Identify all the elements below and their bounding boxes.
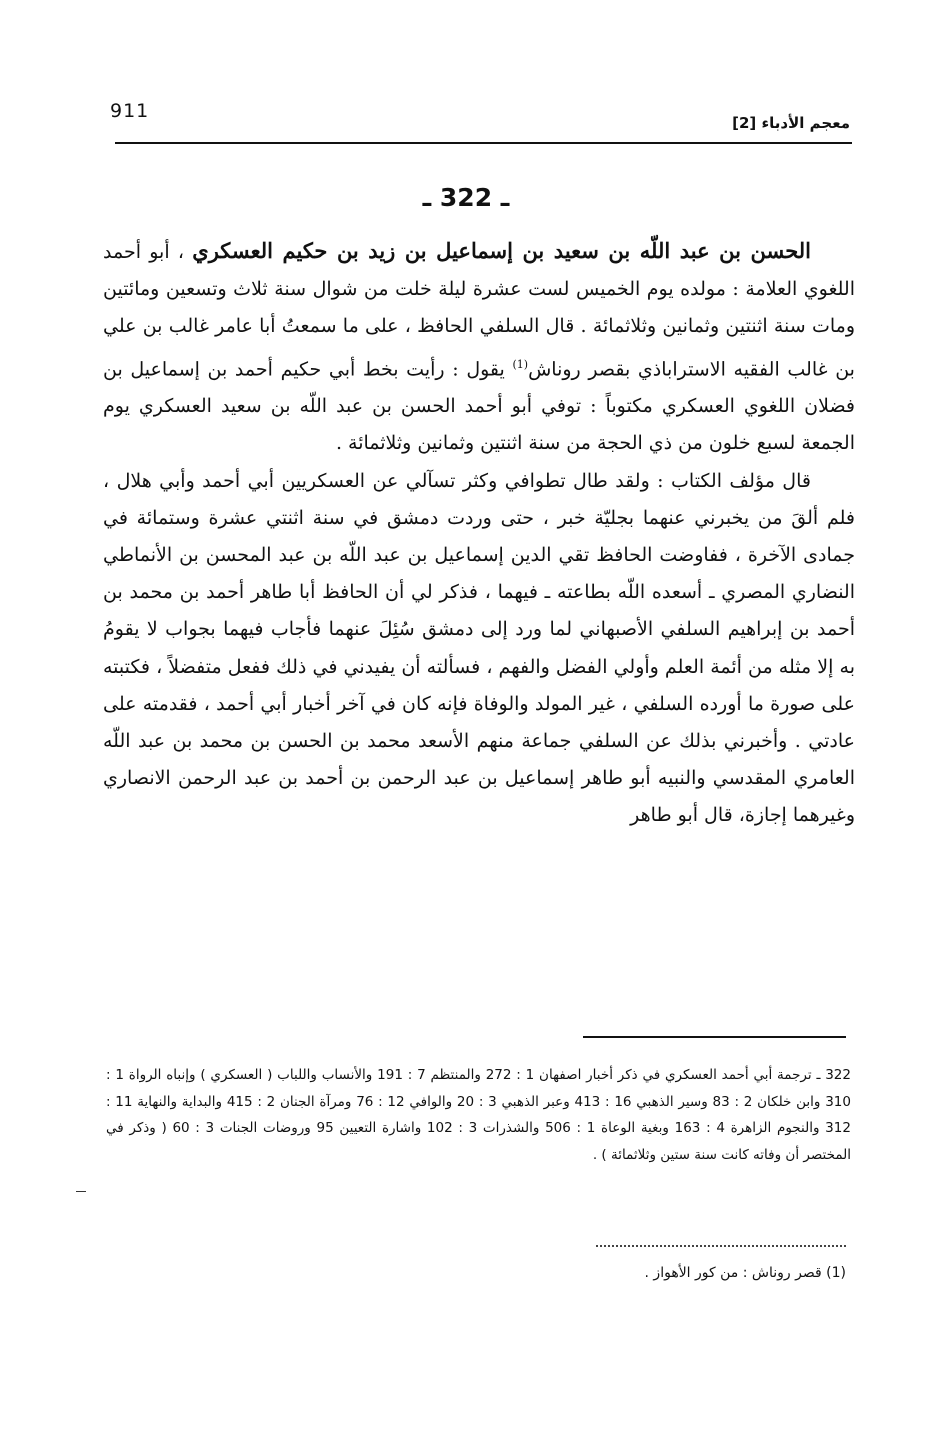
paragraph-1-end: يقول : رأيت بخط أبي حكيم أحمد بن إسماعيل بن فضلان اللغوي العسكري مكتوباً : توفي أبو أحمد الحسن بن عبد اللّه بن سعيد العسكري يوم الجمعة لسبع خلون من ذي الحجة من سنة اثنتين وثمانين وثلاثمائة . — [103, 357, 855, 455]
running-title: معجم الأدباء [2] — [732, 114, 850, 132]
footnote-rule — [583, 1036, 846, 1038]
dotted-separator — [596, 1245, 846, 1247]
page-number: 911 — [110, 100, 150, 122]
margin-mark — [76, 1191, 86, 1192]
header-rule — [115, 142, 852, 144]
page-header — [110, 100, 850, 144]
footnote-marker: (1) — [512, 357, 529, 371]
footnote-sources: 322 ـ ترجمة أبي أحمد العسكري في ذكر أخبار اصفهان 1 : 272 والمنتظم 7 : 191 والأنساب واللباب ( العسكري ) وإنباه الرواة 1 : 310 وابن خلكان 2 : 83 وسير الذهبي 16 : 413 وعبر الذهبي 3 : 20 والوافي 12 : 76 ومرآة الجنان 2 : 415 والبداية والنهاية 11 : 312 والنجوم الزاهرة 4 : 163 وبغية الوعاة 1 : 506 والشذرات 3 : 102 واشارة التعيين 95 وروضات الجنات 3 : 60 ( وذكر في المختصر أن وفاته كانت سنة ستين وثلاثمائة ) . — [106, 1067, 851, 1163]
paragraph-biography — [103, 232, 855, 463]
entry-name: الحسن بن عبد اللّه بن سعيد بن إسماعيل بن زيد بن حكيم العسكري — [192, 238, 812, 263]
paragraph-author-note: قال مؤلف الكتاب : ولقد طال تطوافي وكثر تسآلي عن العسكريين أبي أحمد وأبي هلال ، فلم ألقَ من يخبرني عنهما بجليّة خبر ، حتى وردت دمشق في سنة اثنتي عشرة وستمائة في جمادى الآخرة ، ففاوضت الحافظ تقي الدين إسماعيل بن عبد اللّه بن عبد المحسن بن الأنماطي النضاري المصري ـ أسعده اللّه بطاعته ـ فيهما ، فذكر لي أن الحافظ أبا طاهر أحمد بن محمد بن أحمد بن إبراهيم السلفي الأصبهاني لما ورد إلى دمشق سُئِلَ عنهما فأجاب فيهما بجواب لا يقومُ به إلا مثله من أئمة العلم وأولي الفضل والفهم ، فسألته أن يفيدني في ذلك ففعل متفضلاً ، فكتبته على صورة ما أورده السلفي ، غير المولد والوفاة فإنه كان في آخر أخبار أبي أحمد ، فقدمته على عادتي . وأخبرني بذلك عن السلفي جماعة منهم الأسعد محمد بن الحسن بن محمد بن عبد اللّه العامري المقدسي والنبيه أبو طاهر إسماعيل بن عبد الرحمن بن أحمد بن عبد الرحمن الانصاري وغيرهما إجازة، قال أبو طاهر — [103, 469, 855, 827]
footnote-1: (1) قصر روناش : من كور الأهواز . — [644, 1265, 846, 1281]
entry-number: ـ 322 ـ — [422, 183, 510, 212]
paragraph-1-text: ، أبو أحمد اللغوي العلامة : مولده يوم الخميس لست عشرة ليلة خلت من شوال سنة ثلاث وتسعين ومائتين ومات سنة اثنتين وثمانين وثلاثمائة . قال السلفي الحافظ ، على ما سمعتُ أبا عامر غالب بن علي بن غالب الفقيه الاستراباذي بقصر روناش — [103, 241, 855, 380]
main-text — [103, 232, 855, 835]
